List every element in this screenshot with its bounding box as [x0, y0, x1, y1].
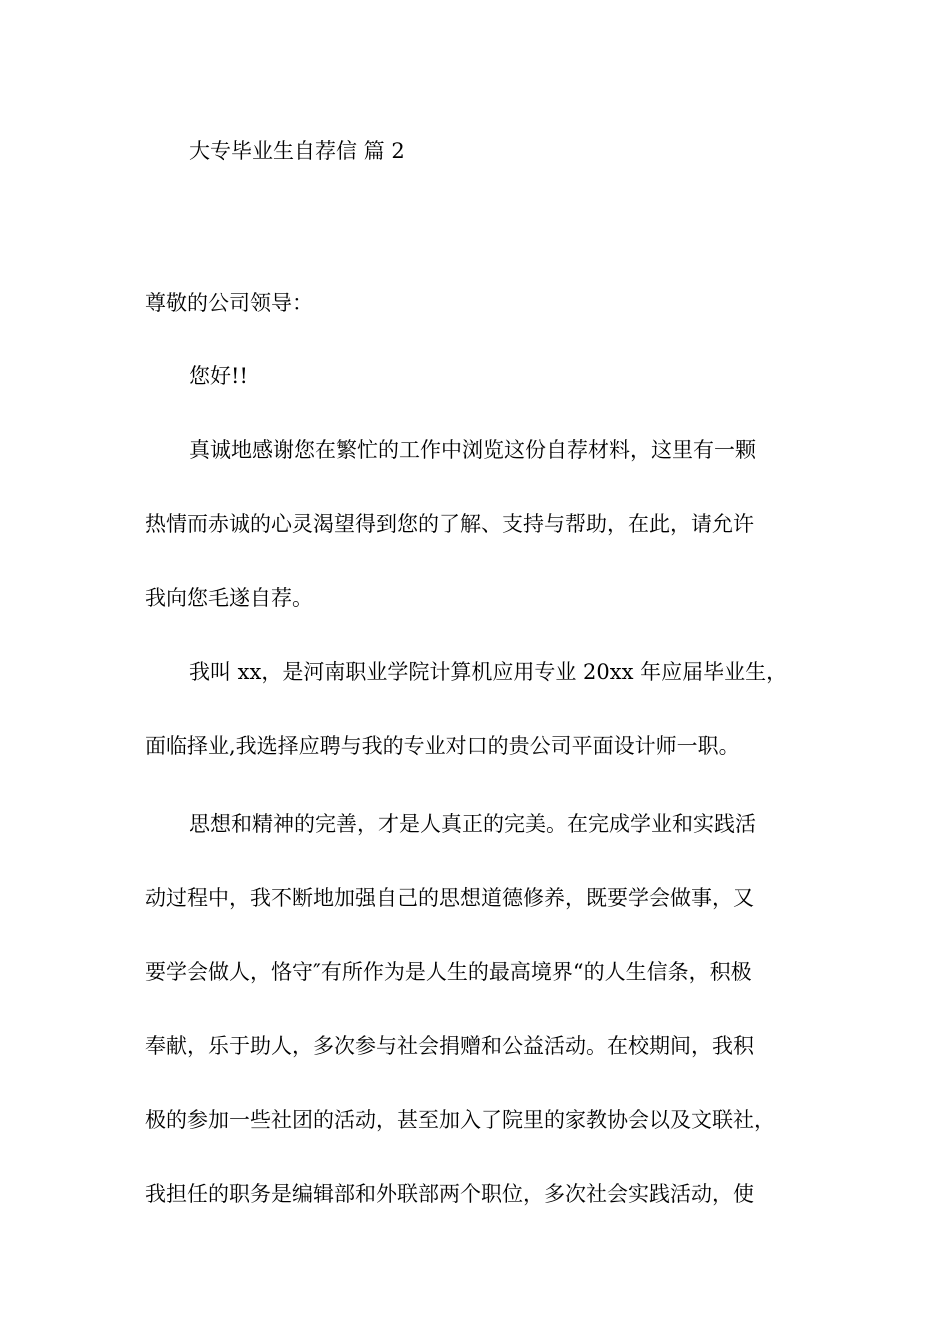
body-line: 我叫 xx，是河南职业学院计算机应用专业 20xx 年应届毕业生， — [189, 660, 788, 684]
body-line: 面临择业,我选择应聘与我的专业对口的贵公司平面设计师一职。 — [145, 734, 740, 758]
body-line: 我担任的职务是编辑部和外联部两个职位，多次社会实践活动，使 — [145, 1182, 754, 1206]
body-line: 真诚地感谢您在繁忙的工作中浏览这份自荐材料，这里有一颗 — [189, 438, 756, 462]
body-line: 要学会做人，恪守″有所作为是人生的最高境界“的人生信条，积极 — [145, 960, 752, 984]
body-line: 极的参加一些社团的活动，甚至加入了院里的家教协会以及文联社， — [145, 1108, 775, 1132]
body-line: 动过程中，我不断地加强自己的思想道德修养，既要学会做事，又 — [145, 886, 754, 910]
body-line: 奉献，乐于助人，多次参与社会捐赠和公益活动。在校期间，我积 — [145, 1034, 754, 1058]
salutation: 尊敬的公司领导： — [145, 291, 313, 315]
document-title: 大专毕业生自荐信 篇 2 — [189, 139, 405, 163]
body-line: 思想和精神的完善，才是人真正的完美。在完成学业和实践活 — [189, 812, 756, 836]
body-line: 我向您毛遂自荐。 — [145, 586, 313, 610]
greeting: 您好!! — [189, 364, 248, 388]
body-line: 热情而赤诚的心灵渴望得到您的了解、支持与帮助，在此，请允许 — [145, 512, 754, 536]
